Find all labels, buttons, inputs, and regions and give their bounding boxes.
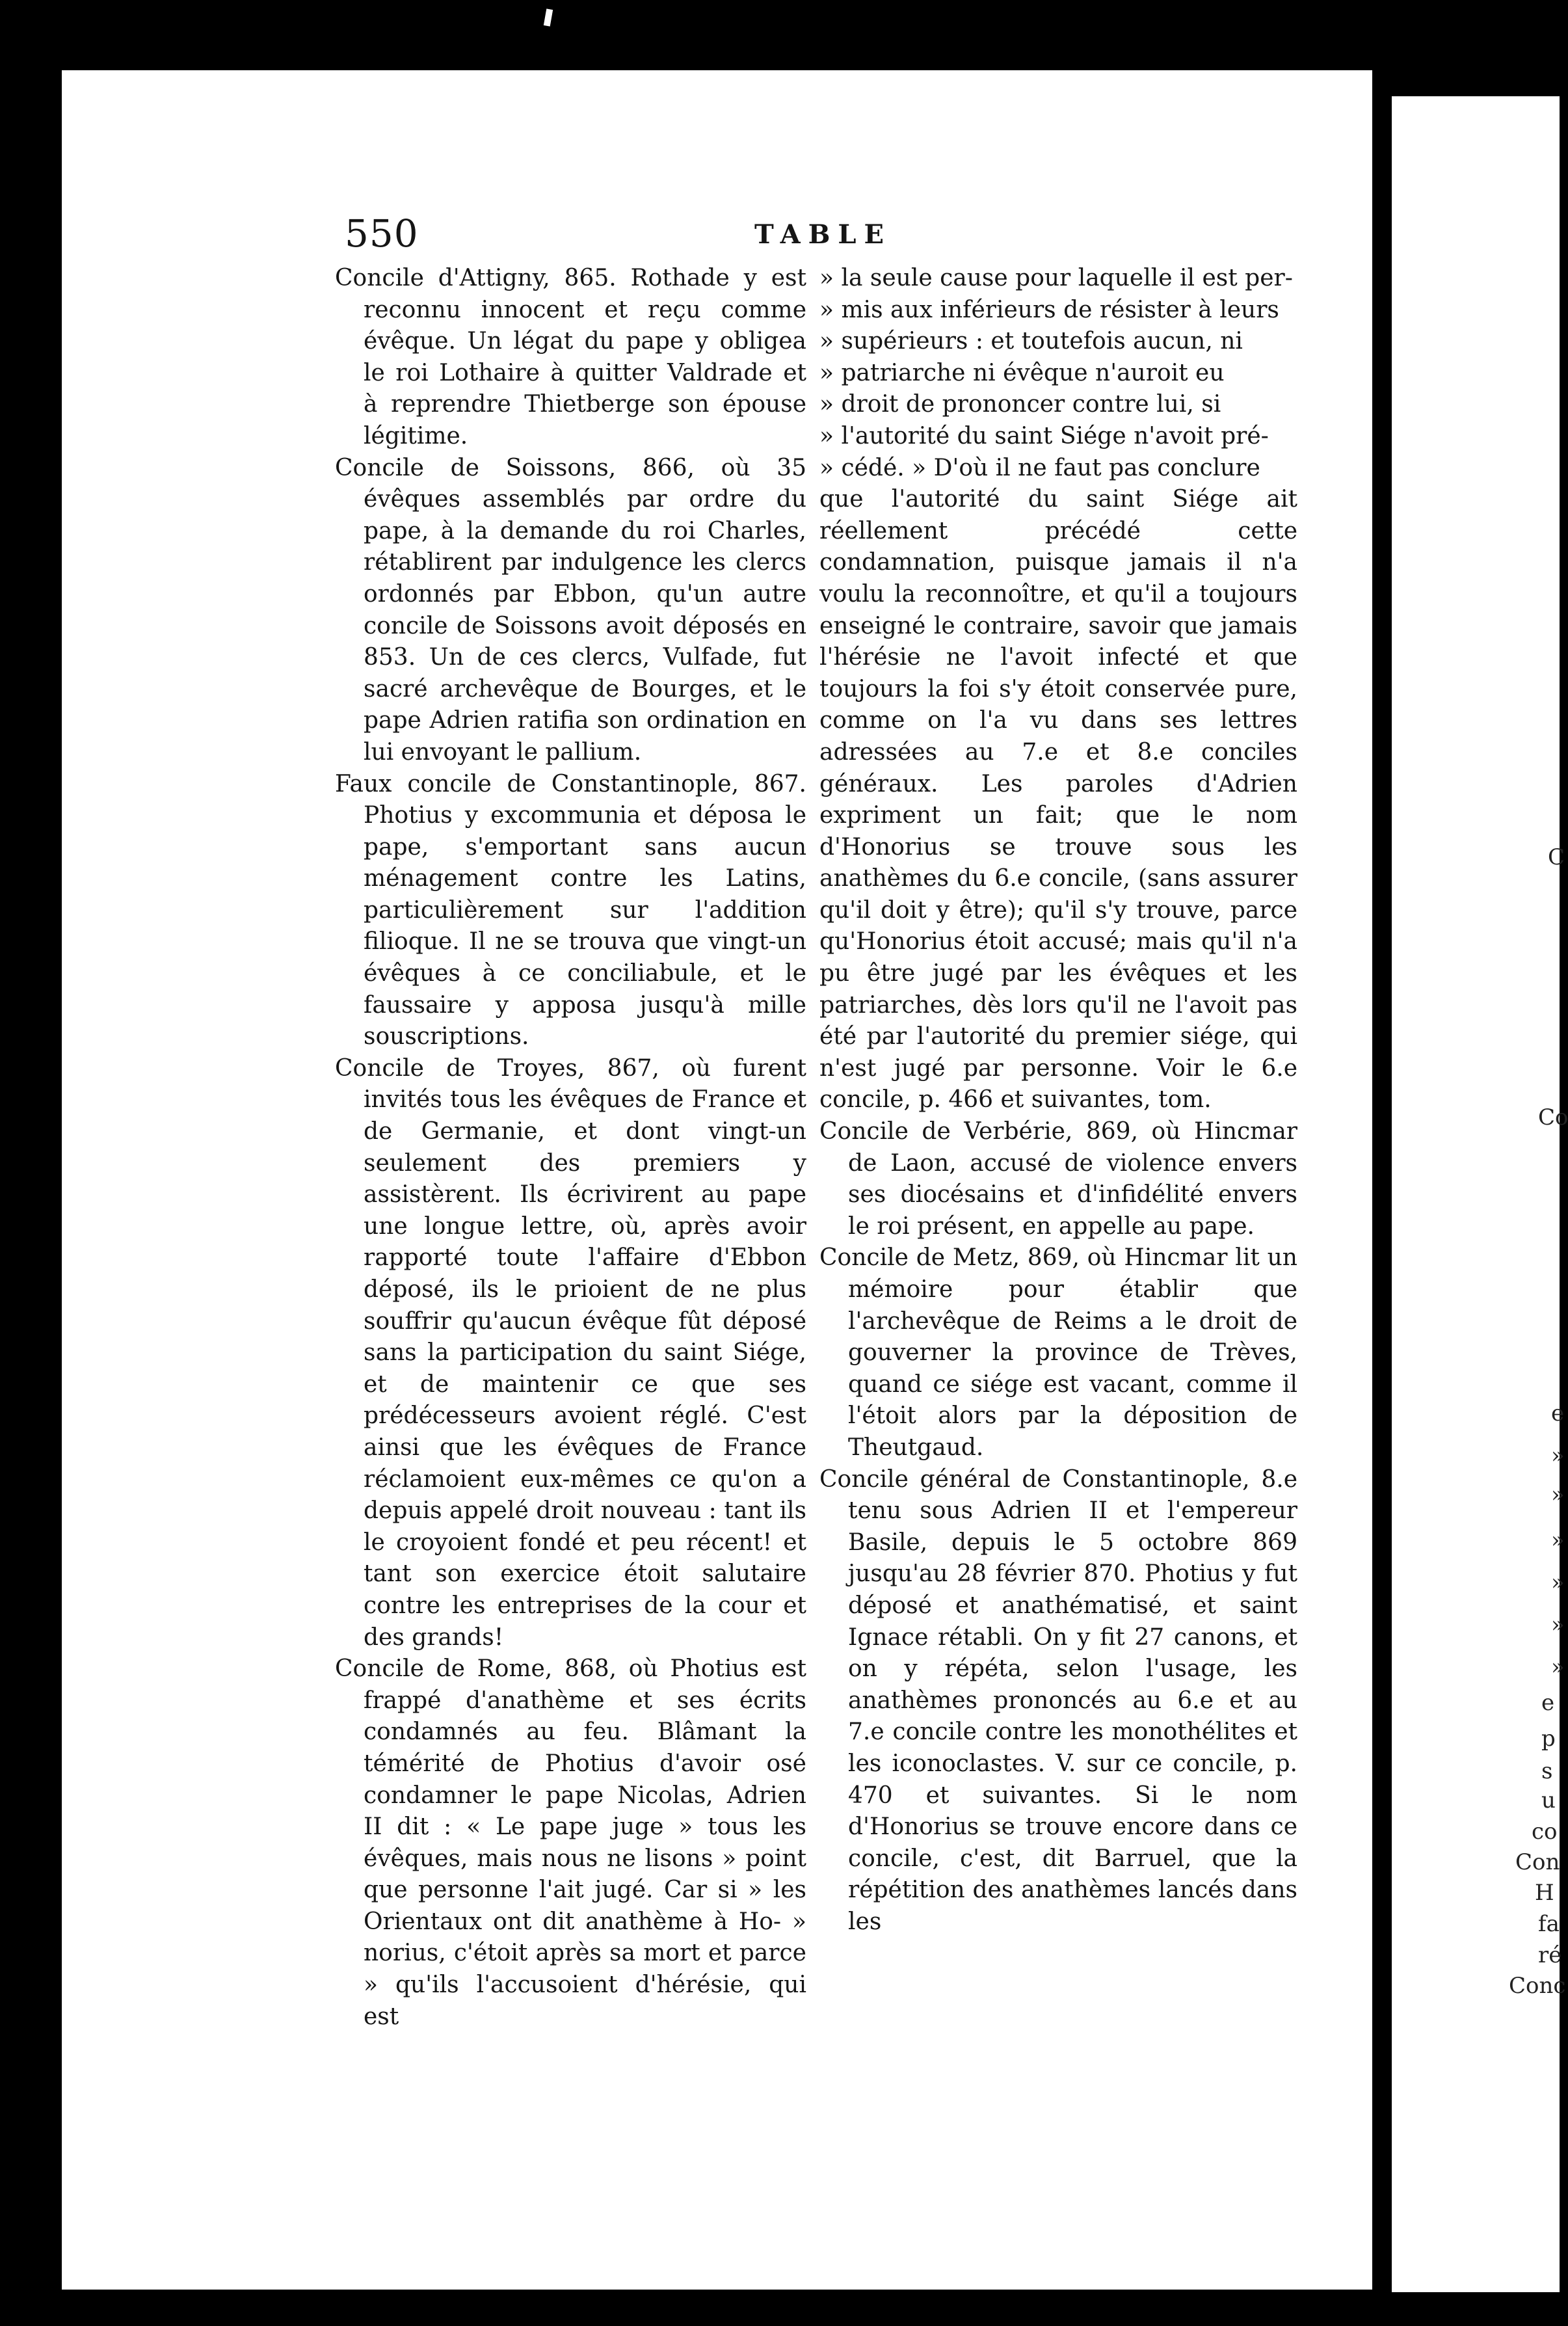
adjacent-fragment: »: [1551, 1527, 1565, 1553]
quote-line: » supérieurs : et toutefois aucun, ni: [819, 328, 1243, 355]
quote-line: » patriarche ni évêque n'auroit eu: [819, 359, 1225, 386]
continuation-paragraph: que l'autorité du saint Siége ait réellement précédé cette condamnation, puisque jamais il n'a voulu la reconnoître, et qu'il a toujours enseigné le contraire, savoir que jamais l'hérésie ne l'avoit infecté et que toujours la foi s'y étoit conservée pure, comme on l'a vu dans ses lettres adressées au 7.e et 8.e conciles généraux. Les paroles d'Adrien expriment un fait; que le nom d'Honorius se trouve sous les anathèmes du 6.e concile, (sans assurer qu'il doit y être); qu'il s'y trouve, parce qu'Honorius étoit accusé; mais qu'il n'a pu être jugé par les évêques et les patriarches, dès lors qu'il ne l'avoit pas été par l'autorité du premier siége, qui n'est jugé par personne. Voir le 6.e concile, p. 466 et suivantes, tom.: [819, 486, 1297, 1114]
right-column: [819, 263, 1297, 1938]
quote-line: » droit de prononcer contre lui, si: [819, 391, 1221, 418]
entry-concile-verberie: Concile de Verbérie, 869, où Hincmar de Laon, accusé de violence envers ses diocésains et d'infidélité envers le roi présent, en appelle au pape.: [819, 1118, 1297, 1240]
running-title: TABLE: [754, 219, 892, 250]
adjacent-fragment: »: [1551, 1482, 1565, 1508]
adjacent-fragment: e: [1551, 1400, 1565, 1426]
page-number: 550: [345, 211, 419, 256]
adjacent-fragment: H: [1535, 1880, 1554, 1906]
entry-concile-troyes: Concile de Troyes, 867, où furent invités tous les évêques de France et de Germanie, et dont vingt-un seulement des premiers y assistèrent. Ils écrivirent au pape une longue lettre, où, après avoir rapporté toute l'affaire d'Ebbon déposé, ils le prioient de ne plus souffrir qu'aucun évêque fût déposé sans la participation du saint Siége, et de maintenir ce que ses prédécesseurs avoient réglé. C'est ainsi que les évêques de France réclamoient eux-mêmes ce qu'on a depuis appelé droit nouveau : tant ils le croyoient fondé et peu récent! et tant son exercice étoit salutaire contre les entreprises de la cour et des grands!: [335, 1054, 806, 1651]
entry-concile-rome: Concile de Rome, 868, où Photius est frappé d'anathème et ses écrits condamnés au feu. Blâmant la témérité de Photius d'avoir osé condamner le pape Nicolas, Adrien II dit : « Le pape juge » tous les évêques, mais nous ne lisons » point que personne l'ait jugé. Car si » les Orientaux ont dit anathème à Ho- » norius, c'étoit après sa mort et parce » qu'ils l'accusoient d'hérésie, qui est: [335, 1655, 806, 2030]
adjacent-fragment: e: [1541, 1690, 1555, 1716]
adjacent-fragment: u: [1541, 1787, 1556, 1813]
quote-line: » cédé. » D'où il ne faut pas conclure: [819, 454, 1260, 481]
adjacent-fragment: »: [1551, 1443, 1565, 1469]
adjacent-fragment: Con: [1515, 1849, 1560, 1875]
adjacent-fragment: »: [1551, 1612, 1565, 1638]
quote-line: » la seule cause pour laquelle il est per-: [819, 265, 1293, 291]
adjacent-page: [1392, 96, 1568, 2292]
quote-line: » mis aux inférieurs de résister à leurs: [819, 296, 1279, 323]
adjacent-fragment: C: [1548, 844, 1565, 870]
quote-line: » l'autorité du saint Siége n'avoit pré-: [819, 422, 1269, 449]
adjacent-fragment: s: [1541, 1758, 1553, 1784]
adjacent-fragment: Conc: [1509, 1973, 1566, 1999]
adjacent-fragment: »: [1551, 1570, 1565, 1596]
scan-mark: [544, 8, 553, 26]
page-header: [345, 211, 1268, 257]
left-column: [335, 263, 806, 2033]
entry-concile-soissons: Concile de Soissons, 866, où 35 évêques assemblés par ordre du pape, à la demande du roi Charles, rétablirent par indulgence les clercs ordonnés par Ebbon, qu'un autre concile de Soissons avoit déposés en 853. Un de ces clercs, Vulfade, fut sacré archevêque de Bourges, et le pape Adrien ratifia son ordination en lui envoyant le pallium.: [335, 454, 806, 766]
adjacent-fragment: p: [1541, 1726, 1556, 1752]
entry-concile-general-constantinople: Concile général de Constantinople, 8.e tenu sous Adrien II et l'empereur Basile, depuis le 5 octobre 869 jusqu'au 28 février 870. Photius y fut déposé et anathématisé, et saint Ignace rétabli. On y fit 27 canons, et on y répéta, selon l'usage, les anathèmes prononcés au 6.e et au 7.e concile contre les monothélites et les iconoclastes. V. sur ce concile, p. 470 et suivantes. Si le nom d'Honorius se trouve encore dans ce concile, c'est, dit Barruel, que la répétition des anathèmes lancés dans les: [819, 1465, 1297, 1935]
entry-faux-concile-constantinople: Faux concile de Constantinople, 867. Photius y excommunia et déposa le pape, s'emportant sans aucun ménagement contre les Latins, particulièrement sur l'addition filioque. Il ne se trouva que vingt-un évêques à ce conciliabule, et le faussaire y apposa jusqu'à mille souscriptions.: [335, 770, 806, 1050]
adjacent-fragment: Co: [1538, 1104, 1568, 1130]
adjacent-fragment: ré: [1538, 1942, 1562, 1968]
adjacent-fragment: fa: [1538, 1911, 1560, 1937]
entry-concile-attigny: Concile d'Attigny, 865. Rothade y est reconnu innocent et reçu comme évêque. Un légat du pape y obligea le roi Lothaire à quitter Valdrade et à reprendre Thietberge son épouse légitime.: [335, 265, 806, 449]
adjacent-fragment: co: [1532, 1819, 1558, 1845]
adjacent-fragment: »: [1551, 1654, 1565, 1680]
entry-concile-metz: Concile de Metz, 869, où Hincmar lit un mémoire pour établir que l'archevêque de Reims a le droit de gouverner la province de Trèves, quand ce siége est vacant, comme il l'étoit alors par la déposition de Theutgaud.: [819, 1244, 1297, 1461]
